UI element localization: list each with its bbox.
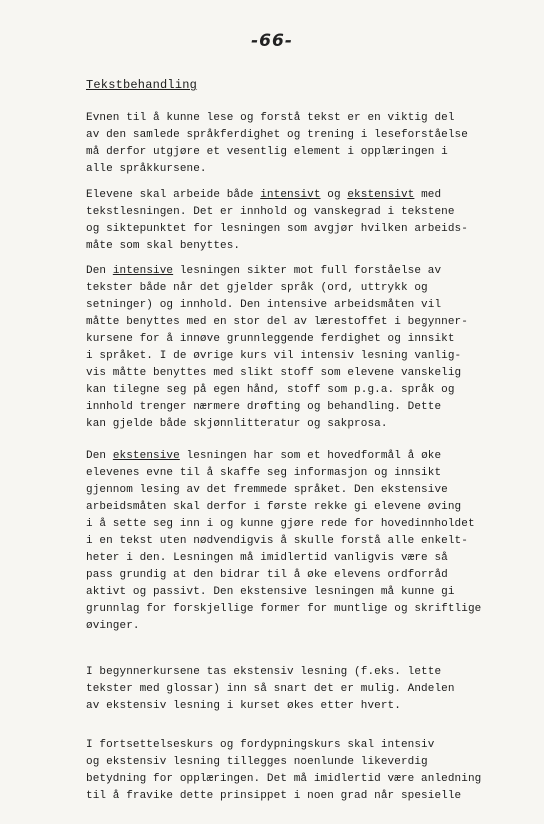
text-line <box>86 584 506 601</box>
text-segment: i språket. I de øvrige kurs vil intensiv lesning vanlig- <box>86 350 462 362</box>
text-line <box>86 365 506 382</box>
text-segment: gjennom lesing av det fremmede språket. Den ekstensive <box>86 484 448 496</box>
text-segment: kursene for å innøve grunnleggende ferdighet og innsikt <box>86 333 455 345</box>
text-line <box>86 382 506 399</box>
text-line <box>86 161 506 178</box>
text-segment: Den <box>86 265 113 277</box>
text-segment: Den <box>86 450 113 462</box>
text-segment: vis måtte benyttes med slikt stoff som elevene vanskelig <box>86 367 462 379</box>
text-line <box>86 698 506 715</box>
text-line <box>86 187 506 204</box>
underlined-term: ekstensive <box>112 450 180 462</box>
text-segment: av den samlede språkferdighet og trening i leseforståelse <box>86 129 468 141</box>
text-line <box>86 516 506 533</box>
text-segment: elevenes evne til å skaffe seg informasjon og innsikt <box>86 467 442 479</box>
page-number: -66- <box>251 31 293 51</box>
text-segment: måte som skal benyttes. <box>86 240 241 252</box>
paragraph-2 <box>86 187 506 255</box>
underlined-term: ekstensivt <box>347 189 415 201</box>
text-line <box>86 448 506 465</box>
text-line <box>86 263 506 280</box>
text-segment: innhold trenger nærmere drøfting og behandling. Dette <box>86 401 442 413</box>
text-line <box>86 771 506 788</box>
text-segment: må derfor utgjøre et vesentlig element i opplæringen i <box>86 146 448 158</box>
text-segment: I begynnerkursene tas ekstensiv lesning (f.eks. lette <box>86 666 442 678</box>
text-line <box>86 482 506 499</box>
text-segment: måtte benyttes med en stor del av lærestoffet i begynner- <box>86 316 468 328</box>
text-line <box>86 664 506 681</box>
text-segment: lesningen sikter mot full forståelse av <box>173 265 442 277</box>
text-line <box>86 221 506 238</box>
text-segment: tekster med glossar) inn så snart det er mulig. Andelen <box>86 683 455 695</box>
text-segment: grunnlag for forskjellige former for muntlige og skriftlige <box>86 603 482 615</box>
text-segment: av ekstensiv lesning i kurset økes etter hvert. <box>86 700 401 712</box>
text-line <box>86 788 506 805</box>
text-segment: i en tekst uten nødvendigvis å skulle forstå alle enkelt- <box>86 535 468 547</box>
text-segment: kan gjelde både skjønnlitteratur og sakprosa. <box>86 418 388 430</box>
text-segment: og ekstensiv lesning tillegges noenlunde likeverdig <box>86 756 428 768</box>
paragraph-1 <box>86 110 506 178</box>
text-line <box>86 314 506 331</box>
paragraph-6 <box>86 737 506 805</box>
text-line <box>86 280 506 297</box>
text-line <box>86 533 506 550</box>
text-segment: tekster både når det gjelder språk (ord, uttrykk og <box>86 282 428 294</box>
text-segment: heter i den. Lesningen må imidlertid vanligvis være så <box>86 552 448 564</box>
text-line <box>86 331 506 348</box>
text-segment: Elevene skal arbeide både <box>86 189 261 201</box>
text-segment: i å sette seg inn i og kunne gjøre rede for hovedinnholdet <box>86 518 475 530</box>
text-line <box>86 348 506 365</box>
text-segment: tekstlesningen. Det er innhold og vanskegrad i tekstene <box>86 206 455 218</box>
text-line <box>86 416 506 433</box>
text-line <box>86 204 506 221</box>
text-segment: alle språkkursene. <box>86 163 207 175</box>
text-segment: aktivt og passivt. Den ekstensive lesningen må kunne gi <box>86 586 455 598</box>
text-segment: lesningen har som et hovedformål å øke <box>179 450 442 462</box>
text-line <box>86 601 506 618</box>
text-line <box>86 297 506 314</box>
text-segment: betydning for opplæringen. Det må imidlertid være anledning <box>86 773 482 785</box>
text-segment: Evnen til å kunne lese og forstå tekst er en viktig del <box>86 112 455 124</box>
text-line <box>86 567 506 584</box>
paragraph-5 <box>86 664 506 715</box>
text-segment: med <box>414 189 442 201</box>
text-segment: arbeidsmåten skal derfor i første rekke gi elevene øving <box>86 501 462 513</box>
paragraph-4 <box>86 448 506 635</box>
section-heading: Tekstbehandling <box>86 78 198 92</box>
text-segment: kan tilegne seg på egen hånd, stoff som p.g.a. språk og <box>86 384 455 396</box>
underlined-term: intensive <box>112 265 174 277</box>
underlined-term: intensivt <box>260 189 321 201</box>
text-line <box>86 499 506 516</box>
text-line <box>86 465 506 482</box>
text-segment: og siktepunktet for lesningen som avgjør hvilken arbeids- <box>86 223 468 235</box>
text-segment: setninger) og innhold. Den intensive arbeidsmåten vil <box>86 299 442 311</box>
text-segment: pass grundig at den bidrar til å øke elevens ordforråd <box>86 569 448 581</box>
text-line <box>86 550 506 567</box>
text-line <box>86 127 506 144</box>
text-line <box>86 618 506 635</box>
text-segment: til å fravike dette prinsippet i noen grad når spesielle <box>86 790 462 802</box>
text-segment: I fortsettelseskurs og fordypningskurs skal intensiv <box>86 739 435 751</box>
text-line <box>86 737 506 754</box>
text-line <box>86 144 506 161</box>
text-line <box>86 399 506 416</box>
text-segment: og <box>320 189 348 201</box>
text-line <box>86 238 506 255</box>
text-segment: øvinger. <box>86 620 140 632</box>
paragraph-3 <box>86 263 506 433</box>
text-line <box>86 681 506 698</box>
text-line <box>86 754 506 771</box>
text-line <box>86 110 506 127</box>
